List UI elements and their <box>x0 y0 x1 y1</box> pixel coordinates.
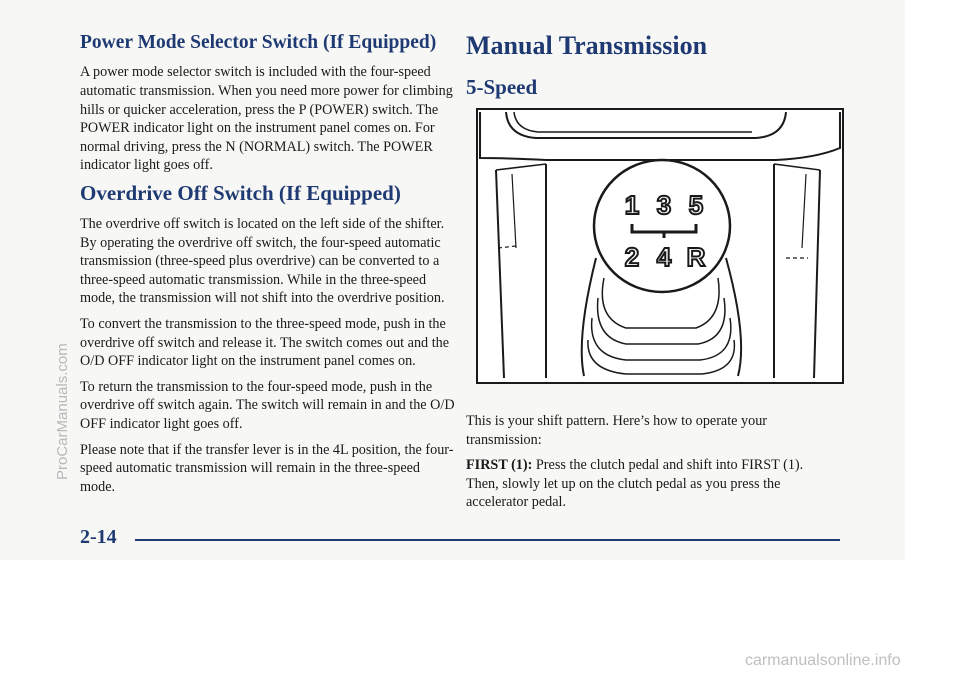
first-gear-text: Press the clutch pedal and shift into FIRST (1). Then, slowly let up on the clutch pedal as you press the accelerator pedal. <box>466 457 804 511</box>
power-mode-heading: Power Mode Selector Switch (If Equipped) <box>80 32 437 53</box>
overdrive-paragraph-4: Please note that if the transfer lever is in the 4L position, the four-speed automatic transmission will remain in the three-speed mode. <box>80 441 454 495</box>
right-column <box>466 32 846 100</box>
power-mode-paragraph: A power mode selector switch is included with the four-speed automatic transmission. When you need more power for climbing hills or quicker acceleration, press the P (POWER) switch. The POWER indicator light on the instrument panel comes on. For normal driving, press the N (NORMAL) switch. The POWER indicator light goes off. <box>80 64 453 174</box>
knob-gear-1: 1 <box>624 190 640 220</box>
right-body-text <box>466 412 836 519</box>
shift-pattern-illustration <box>476 108 844 384</box>
page-footer <box>80 522 840 552</box>
knob-gear-3: 3 <box>656 190 672 220</box>
footer-rule <box>135 539 840 541</box>
page-number: 2-14 <box>80 526 117 548</box>
knob-gear-2: 2 <box>624 242 640 272</box>
five-speed-subheading: 5-Speed <box>466 74 538 99</box>
first-gear-paragraph <box>466 456 836 512</box>
shifter-drawing <box>476 108 844 384</box>
knob-gear-5: 5 <box>688 190 704 220</box>
first-gear-label: FIRST (1): <box>466 457 533 474</box>
knob-gear-4: 4 <box>656 242 672 272</box>
overdrive-heading: Overdrive Off Switch (If Equipped) <box>80 181 401 205</box>
site-watermark[interactable]: carmanualsonline.info <box>745 652 901 669</box>
vertical-watermark: ProCarManuals.com <box>54 343 71 480</box>
left-column <box>80 32 455 503</box>
knob-gear-r: R <box>686 242 706 272</box>
shift-pattern-paragraph: This is your shift pattern. Here’s how to operate your transmission: <box>466 413 768 448</box>
manual-transmission-heading: Manual Transmission <box>466 31 708 60</box>
overdrive-paragraph-3: To return the transmission to the four-speed mode, push in the overdrive off switch again. The switch will remain in and the O/D OFF indicator light goes off. <box>80 378 455 433</box>
overdrive-paragraph-1: The overdrive off switch is located on the left side of the shifter. By operating the overdrive off switch, the four-speed automatic transmission (three-speed plus overdrive) can be converted to a three-speed automatic transmission. While in the three-speed mode, the transmission will not shift into the overdrive position. <box>80 216 445 307</box>
overdrive-paragraph-2: To convert the transmission to the three-speed mode, push in the overdrive off switch and release it. The switch comes out and the O/D OFF indicator light on the instrument panel comes on. <box>80 316 450 370</box>
